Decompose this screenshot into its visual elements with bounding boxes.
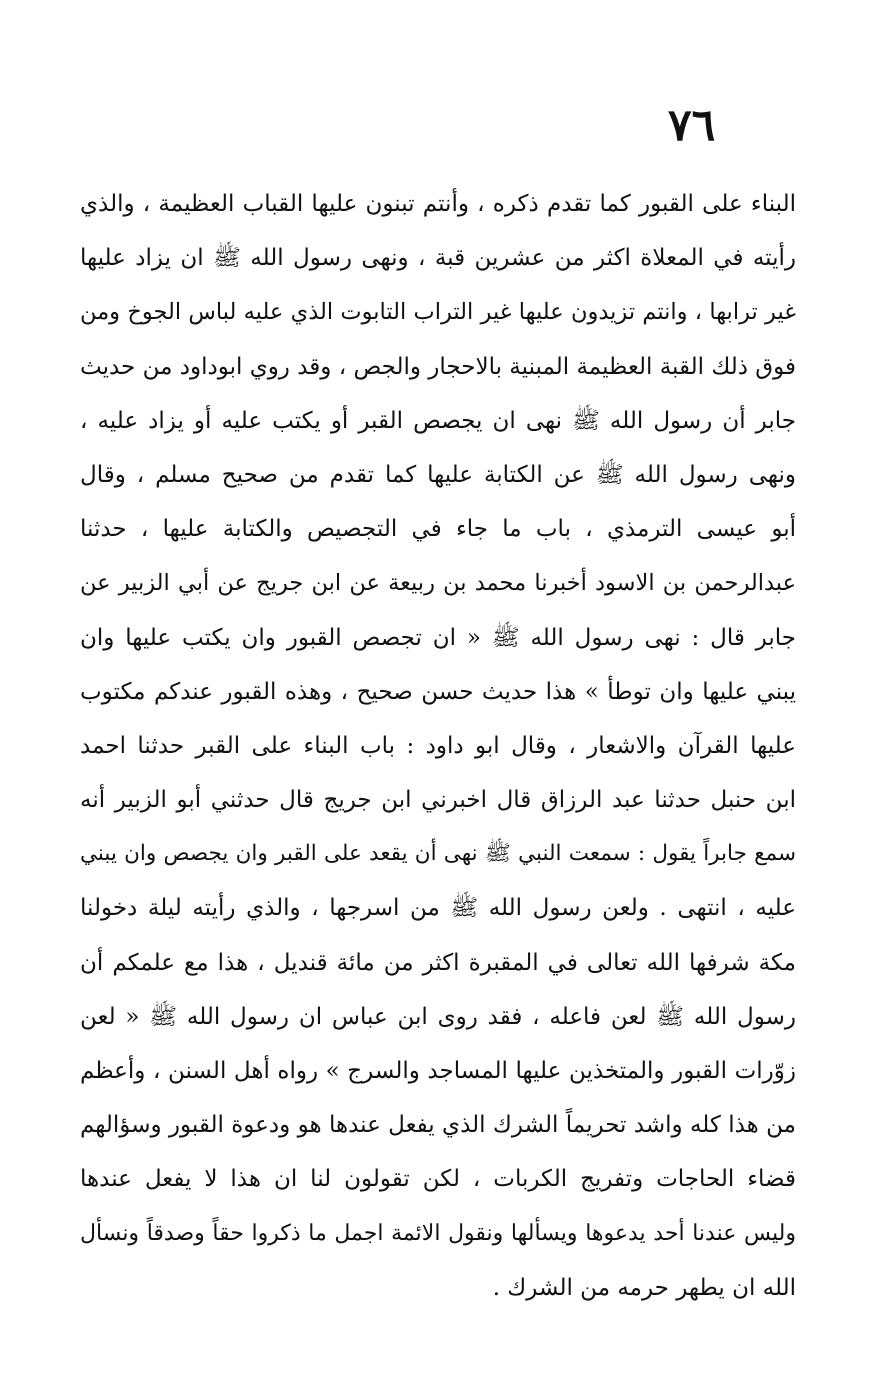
text-line: من هذا كله واشد تحريماً الشرك الذي يفعل عندها هو ودعوة القبور وسؤالهم <box>80 1112 796 1139</box>
text-line: عبدالرحمن بن الاسود أخبرنا محمد بن ربيعة عن ابن جريج عن أبي الزبير عن <box>80 570 796 597</box>
text-line: جابر أن رسول الله ﷺ نهى ان يجصص القبر أو يكتب عليه أو يزاد عليه ، <box>80 407 796 434</box>
text-line: البناء على القبور كما تقدم ذكره ، وأنتم تبنون عليها القباب العظيمة ، والذي <box>80 191 796 217</box>
text-line: يبني عليها وان توطأ » هذا حديث حسن صحيح ، وهذه القبور عندكم مكتوب <box>80 678 796 705</box>
body-text <box>80 177 796 1315</box>
text-line: رأيته في المعلاة اكثر من عشرين قبة ، ونهى رسول الله ﷺ ان يزاد عليها <box>80 245 796 272</box>
text-line: وليس عندنا أحد يدعوها ويسألها ونقول الائمة اجمل ما ذكروا حقاً وصدقاً ونسأل <box>80 1220 796 1246</box>
text-line: قضاء الحاجات وتفريج الكربات ، لكن تقولون لنا ان هذا لا يفعل عندها <box>80 1166 796 1193</box>
text-line: غير ترابها ، وانتم تزيدون عليها غير التراب التابوت الذي عليه لباس الجوخ ومن <box>80 299 796 326</box>
text-line: عليه ، انتهى . ولعن رسول الله ﷺ من اسرجها ، والذي رأيته ليلة دخولنا <box>80 895 796 922</box>
text-line: رسول الله ﷺ لعن فاعله ، فقد روى ابن عباس ان رسول الله ﷺ « لعن <box>80 1003 796 1030</box>
text-line-last: الله ان يطهر حرمه من الشرك . <box>492 1274 796 1301</box>
text-line: فوق ذلك القبة العظيمة المبنية بالاحجار والجص ، وقد روي ابوداود من حديث <box>80 353 796 380</box>
text-line: ونهى رسول الله ﷺ عن الكتابة عليها كما تقدم من صحيح مسلم ، وقال <box>80 461 796 488</box>
page-number: ٧٦ <box>668 100 716 151</box>
text-line: جابر قال : نهى رسول الله ﷺ « ان تجصص القبور وان يكتب عليها وان <box>80 624 796 651</box>
text-line: ابن حنبل حدثنا عبد الرزاق قال اخبرني ابن جريج قال حدثني أبو الزبير أنه <box>80 787 796 814</box>
text-line: عليها القرآن والاشعار ، وقال ابو داود : باب البناء على القبر حدثنا احمد <box>80 732 796 759</box>
text-line: مكة شرفها الله تعالى في المقبرة اكثر من مائة قنديل ، هذا مع علمكم أن <box>80 949 796 976</box>
text-line: أبو عيسى الترمذي ، باب ما جاء في التجصيص والكتابة عليها ، حدثنا <box>80 516 796 543</box>
text-line: زوّرات القبور والمتخذين عليها المساجد والسرج » رواه أهل السنن ، وأعظم <box>80 1058 796 1084</box>
text-line: سمع جابراً يقول : سمعت النبي ﷺ نهى أن يقعد على القبر وان يجصص وان يبني <box>80 841 796 867</box>
